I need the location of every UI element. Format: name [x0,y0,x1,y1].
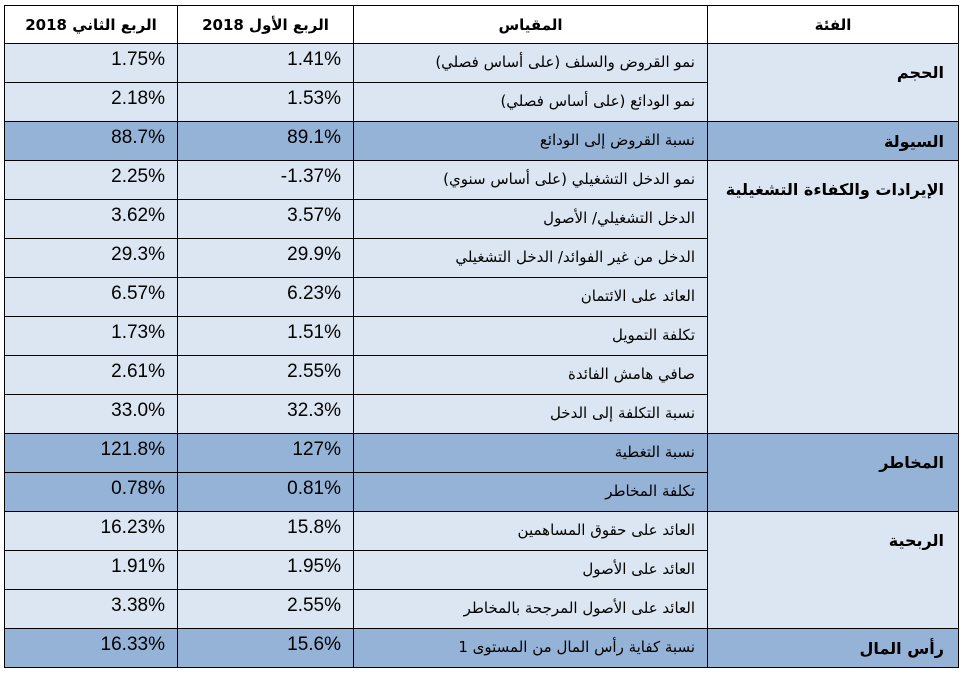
metric-label: صافي هامش الفائدة [354,356,708,395]
q1-value: 127% [178,434,354,473]
q1-value: 29.9% [178,239,354,278]
q1-value: 2.55% [178,590,354,629]
q2-value: 6.57% [5,278,178,317]
metric-label: تكلفة التمويل [354,317,708,356]
q1-value: 1.95% [178,551,354,590]
q2-value: 2.25% [5,161,178,200]
metric-label: تكلفة المخاطر [354,473,708,512]
table-row [5,434,959,473]
metric-label: العائد على الائتمان [354,278,708,317]
q1-value: 2.55% [178,356,354,395]
q2-value: 3.62% [5,200,178,239]
q1-value: 15.8% [178,512,354,551]
header-q1: الربع الأول 2018 [178,6,354,44]
metric-label: العائد على الأصول [354,551,708,590]
q1-value: 1.41% [178,44,354,83]
q2-value: 16.33% [5,629,178,668]
metric-label: نسبة كفاية رأس المال من المستوى 1 [354,629,708,668]
metric-label: الدخل التشغيلي/ الأصول [354,200,708,239]
q2-value: 3.38% [5,590,178,629]
q2-value: 1.91% [5,551,178,590]
category-label: المخاطر [708,434,959,512]
q2-value: 121.8% [5,434,178,473]
metric-label: الدخل من غير الفوائد/ الدخل التشغيلي [354,239,708,278]
header-q2: الربع الثاني 2018 [5,6,178,44]
metric-label: نسبة القروض إلى الودائع [354,122,708,161]
metric-label: نسبة التغطية [354,434,708,473]
header-category: الفئة [708,6,959,44]
q1-value: 1.53% [178,83,354,122]
q1-value: 0.81% [178,473,354,512]
metric-label: العائد على حقوق المساهمين [354,512,708,551]
metric-label: نسبة التكلفة إلى الدخل [354,395,708,434]
q2-value: 33.0% [5,395,178,434]
q2-value: 29.3% [5,239,178,278]
q2-value: 1.75% [5,44,178,83]
category-label: رأس المال [708,629,959,668]
table-row [5,512,959,551]
kpi-table [4,5,959,668]
table-row [5,44,959,83]
metric-label: نمو القروض والسلف (على أساس فصلي) [354,44,708,83]
category-label: الحجم [708,44,959,122]
category-label: الربحية [708,512,959,629]
table-row [5,629,959,668]
q2-value: 88.7% [5,122,178,161]
q2-value: 1.73% [5,317,178,356]
metric-label: نمو الدخل التشغيلي (على أساس سنوي) [354,161,708,200]
q1-value: 15.6% [178,629,354,668]
category-label: الإيرادات والكفاءة التشغيلية [708,161,959,434]
q1-value: 6.23% [178,278,354,317]
metric-label: نمو الودائع (على أساس فصلي) [354,83,708,122]
q1-value: 3.57% [178,200,354,239]
q2-value: 16.23% [5,512,178,551]
q2-value: 2.61% [5,356,178,395]
q1-value: 89.1% [178,122,354,161]
table-row [5,161,959,200]
metric-label: العائد على الأصول المرجحة بالمخاطر [354,590,708,629]
category-label: السيولة [708,122,959,161]
q1-value: -1.37% [178,161,354,200]
table-body [5,44,959,668]
header-row [5,6,959,44]
q1-value: 1.51% [178,317,354,356]
q2-value: 0.78% [5,473,178,512]
q1-value: 32.3% [178,395,354,434]
q2-value: 2.18% [5,83,178,122]
header-metric: المقياس [354,6,708,44]
table-row [5,122,959,161]
